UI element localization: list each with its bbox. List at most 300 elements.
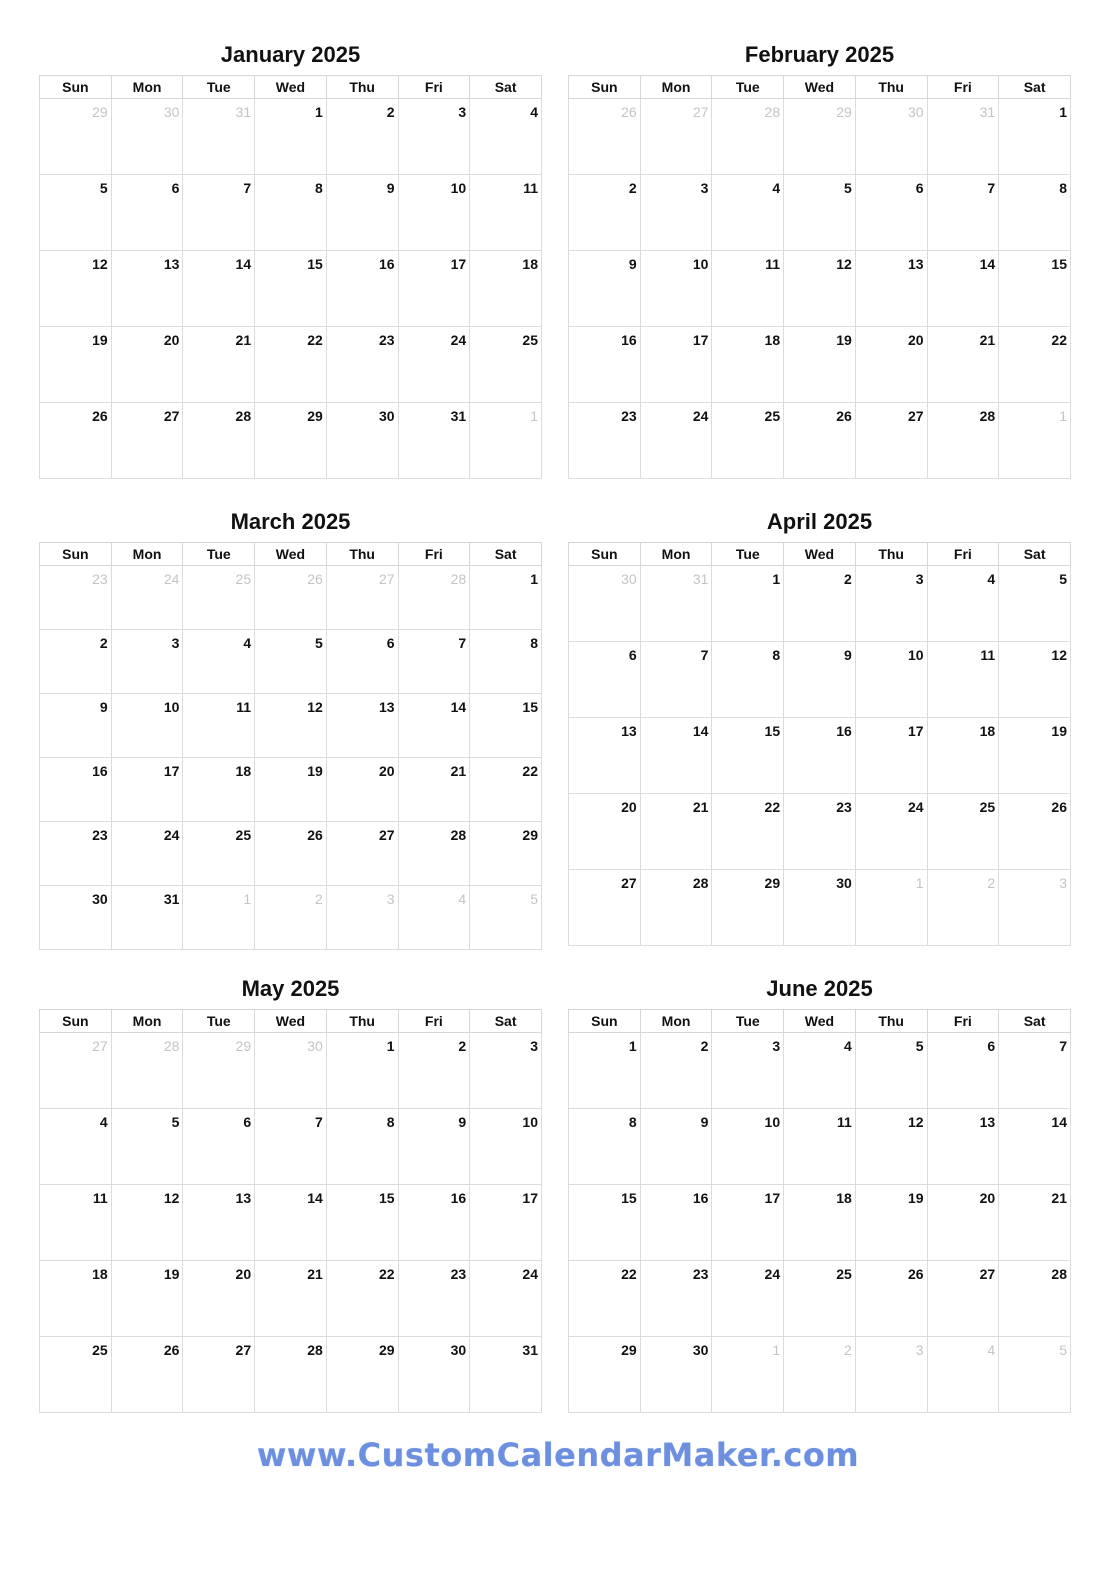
day-cell: 17: [640, 327, 712, 403]
weekday-header: Wed: [255, 76, 327, 99]
week-row: [569, 642, 1071, 718]
day-cell: 7: [927, 175, 999, 251]
day-cell: 15: [569, 1185, 641, 1261]
day-cell: 23: [640, 1261, 712, 1337]
month-title: January 2025: [220, 42, 361, 67]
day-cell: 14: [999, 1109, 1071, 1185]
weekday-header: Tue: [183, 1010, 255, 1033]
day-cell: 24: [855, 794, 927, 870]
day-cell: 23: [569, 403, 641, 479]
day-cell: 22: [255, 327, 327, 403]
weekday-header: Sat: [470, 76, 542, 99]
day-cell-outside-month: 3: [999, 870, 1071, 946]
day-cell: 11: [183, 694, 255, 758]
weekday-header: Mon: [640, 76, 712, 99]
weekday-header: Sun: [569, 1010, 641, 1033]
day-cell: 14: [255, 1185, 327, 1261]
month-table: [568, 542, 1071, 946]
day-cell: 3: [111, 630, 183, 694]
day-cell: 3: [398, 99, 470, 175]
day-cell-outside-month: 1: [712, 1337, 784, 1413]
weekday-header: Tue: [712, 76, 784, 99]
day-cell: 22: [999, 327, 1071, 403]
day-cell: 6: [183, 1109, 255, 1185]
day-cell: 16: [569, 327, 641, 403]
weekday-header: Thu: [326, 76, 398, 99]
day-cell-outside-month: 1: [183, 886, 255, 950]
day-cell-outside-month: 27: [640, 99, 712, 175]
weekday-header: Fri: [398, 1010, 470, 1033]
weekday-header: Thu: [855, 1010, 927, 1033]
day-cell: 6: [111, 175, 183, 251]
weekday-header: Sat: [999, 543, 1071, 566]
day-cell: 30: [640, 1337, 712, 1413]
day-cell: 2: [784, 566, 856, 642]
day-cell: 19: [855, 1185, 927, 1261]
month-calendar: [39, 502, 542, 950]
day-cell: 23: [398, 1261, 470, 1337]
day-cell: 4: [183, 630, 255, 694]
weekday-header: Sat: [470, 1010, 542, 1033]
day-cell: 12: [111, 1185, 183, 1261]
day-cell: 18: [183, 758, 255, 822]
day-cell: 10: [855, 642, 927, 718]
weekday-header-row: [569, 543, 1071, 566]
day-cell: 25: [712, 403, 784, 479]
day-cell: 14: [398, 694, 470, 758]
month-table: [39, 542, 542, 950]
day-cell: 27: [326, 822, 398, 886]
weekday-header-row: [40, 1010, 542, 1033]
day-cell: 16: [640, 1185, 712, 1261]
week-row: [40, 1033, 542, 1109]
day-cell: 10: [111, 694, 183, 758]
day-cell-outside-month: 29: [40, 99, 112, 175]
day-cell: 4: [784, 1033, 856, 1109]
weekday-header: Sun: [40, 1010, 112, 1033]
month-title: May 2025: [241, 976, 340, 1001]
day-cell: 11: [784, 1109, 856, 1185]
day-cell: 18: [712, 327, 784, 403]
day-cell: 16: [398, 1185, 470, 1261]
weekday-header: Mon: [640, 543, 712, 566]
weekday-header: Thu: [326, 1010, 398, 1033]
weekday-header: Sun: [40, 76, 112, 99]
day-cell: 10: [712, 1109, 784, 1185]
week-row: [569, 1337, 1071, 1413]
week-row: [569, 327, 1071, 403]
day-cell-outside-month: 4: [927, 1337, 999, 1413]
weekday-header: Tue: [183, 76, 255, 99]
day-cell: 10: [470, 1109, 542, 1185]
day-cell: 15: [470, 694, 542, 758]
day-cell: 1: [255, 99, 327, 175]
month-calendar: [568, 969, 1071, 1413]
day-cell-outside-month: 31: [183, 99, 255, 175]
day-cell: 7: [255, 1109, 327, 1185]
day-cell: 21: [640, 794, 712, 870]
day-cell: 26: [40, 403, 112, 479]
weekday-header: Wed: [784, 76, 856, 99]
day-cell: 25: [40, 1337, 112, 1413]
day-cell: 2: [40, 630, 112, 694]
day-cell-outside-month: 30: [111, 99, 183, 175]
day-cell: 13: [569, 718, 641, 794]
weekday-header-row: [569, 76, 1071, 99]
day-cell-outside-month: 30: [569, 566, 641, 642]
day-cell: 22: [326, 1261, 398, 1337]
day-cell: 19: [999, 718, 1071, 794]
day-cell: 14: [183, 251, 255, 327]
day-cell: 20: [326, 758, 398, 822]
weekday-header: Thu: [855, 76, 927, 99]
day-cell: 4: [712, 175, 784, 251]
day-cell: 21: [255, 1261, 327, 1337]
day-cell: 7: [640, 642, 712, 718]
day-cell: 4: [40, 1109, 112, 1185]
day-cell: 16: [326, 251, 398, 327]
day-cell: 12: [784, 251, 856, 327]
weekday-header: Wed: [784, 543, 856, 566]
day-cell: 29: [326, 1337, 398, 1413]
day-cell: 25: [183, 822, 255, 886]
day-cell-outside-month: 30: [255, 1033, 327, 1109]
month-title: February 2025: [744, 42, 895, 67]
day-cell-outside-month: 29: [183, 1033, 255, 1109]
day-cell: 29: [255, 403, 327, 479]
day-cell: 26: [784, 403, 856, 479]
day-cell: 16: [40, 758, 112, 822]
day-cell: 15: [712, 718, 784, 794]
day-cell-outside-month: 2: [255, 886, 327, 950]
day-cell: 19: [255, 758, 327, 822]
day-cell: 6: [927, 1033, 999, 1109]
weekday-header: Wed: [255, 543, 327, 566]
week-row: [569, 566, 1071, 642]
day-cell: 21: [183, 327, 255, 403]
day-cell: 31: [398, 403, 470, 479]
day-cell: 11: [712, 251, 784, 327]
week-row: [40, 403, 542, 479]
day-cell-outside-month: 27: [40, 1033, 112, 1109]
day-cell: 18: [470, 251, 542, 327]
week-row: [40, 1261, 542, 1337]
day-cell: 12: [40, 251, 112, 327]
day-cell: 1: [326, 1033, 398, 1109]
day-cell: 24: [640, 403, 712, 479]
day-cell: 9: [784, 642, 856, 718]
day-cell: 28: [999, 1261, 1071, 1337]
day-cell: 23: [784, 794, 856, 870]
day-cell: 6: [326, 630, 398, 694]
weekday-header: Sun: [569, 76, 641, 99]
day-cell-outside-month: 31: [640, 566, 712, 642]
day-cell: 5: [111, 1109, 183, 1185]
day-cell: 24: [712, 1261, 784, 1337]
day-cell: 9: [326, 175, 398, 251]
day-cell-outside-month: 29: [784, 99, 856, 175]
weekday-header: Mon: [111, 76, 183, 99]
week-row: [569, 403, 1071, 479]
month-title: April 2025: [766, 509, 873, 534]
week-row: [40, 630, 542, 694]
day-cell: 4: [927, 566, 999, 642]
day-cell: 27: [927, 1261, 999, 1337]
day-cell: 25: [784, 1261, 856, 1337]
day-cell: 13: [326, 694, 398, 758]
week-row: [569, 99, 1071, 175]
day-cell: 5: [784, 175, 856, 251]
day-cell: 14: [927, 251, 999, 327]
day-cell: 27: [183, 1337, 255, 1413]
day-cell-outside-month: 5: [470, 886, 542, 950]
day-cell: 18: [927, 718, 999, 794]
day-cell: 6: [855, 175, 927, 251]
day-cell: 3: [470, 1033, 542, 1109]
day-cell: 20: [569, 794, 641, 870]
day-cell: 2: [640, 1033, 712, 1109]
weekday-header: Fri: [927, 1010, 999, 1033]
day-cell: 15: [255, 251, 327, 327]
weekday-header: Fri: [398, 543, 470, 566]
day-cell: 27: [569, 870, 641, 946]
day-cell-outside-month: 5: [999, 1337, 1071, 1413]
week-row: [569, 1185, 1071, 1261]
week-row: [569, 794, 1071, 870]
day-cell: 2: [569, 175, 641, 251]
week-row: [569, 1033, 1071, 1109]
week-row: [569, 718, 1071, 794]
day-cell-outside-month: 28: [111, 1033, 183, 1109]
day-cell: 13: [183, 1185, 255, 1261]
day-cell-outside-month: 25: [183, 566, 255, 630]
weekday-header: Wed: [255, 1010, 327, 1033]
day-cell-outside-month: 28: [712, 99, 784, 175]
month-calendar: [39, 969, 542, 1413]
weekday-header: Mon: [640, 1010, 712, 1033]
day-cell: 29: [712, 870, 784, 946]
weekday-header: Fri: [398, 76, 470, 99]
month-calendar: [568, 502, 1071, 946]
day-cell: 11: [40, 1185, 112, 1261]
day-cell-outside-month: 26: [255, 566, 327, 630]
site-watermark: www.CustomCalendarMaker.com: [256, 1436, 860, 1474]
week-row: [40, 694, 542, 758]
day-cell: 22: [470, 758, 542, 822]
month-calendar: [568, 35, 1071, 479]
day-cell: 31: [470, 1337, 542, 1413]
day-cell: 26: [255, 822, 327, 886]
day-cell: 12: [999, 642, 1071, 718]
weekday-header: Mon: [111, 543, 183, 566]
day-cell: 8: [999, 175, 1071, 251]
month-calendar: [39, 35, 542, 479]
day-cell: 17: [855, 718, 927, 794]
day-cell: 15: [326, 1185, 398, 1261]
day-cell: 8: [326, 1109, 398, 1185]
day-cell: 22: [569, 1261, 641, 1337]
day-cell: 7: [999, 1033, 1071, 1109]
day-cell: 26: [111, 1337, 183, 1413]
day-cell-outside-month: 1: [999, 403, 1071, 479]
day-cell: 9: [640, 1109, 712, 1185]
day-cell-outside-month: 23: [40, 566, 112, 630]
day-cell: 28: [183, 403, 255, 479]
day-cell: 9: [398, 1109, 470, 1185]
week-row: [40, 99, 542, 175]
day-cell: 30: [40, 886, 112, 950]
day-cell: 17: [111, 758, 183, 822]
day-cell: 14: [640, 718, 712, 794]
day-cell: 24: [398, 327, 470, 403]
weekday-header: Sun: [40, 543, 112, 566]
week-row: [40, 251, 542, 327]
day-cell: 3: [640, 175, 712, 251]
day-cell: 23: [326, 327, 398, 403]
day-cell: 25: [927, 794, 999, 870]
day-cell: 20: [927, 1185, 999, 1261]
day-cell: 8: [255, 175, 327, 251]
weekday-header-row: [569, 1010, 1071, 1033]
day-cell: 8: [569, 1109, 641, 1185]
day-cell: 17: [470, 1185, 542, 1261]
week-row: [40, 1337, 542, 1413]
week-row: [40, 758, 542, 822]
day-cell: 5: [999, 566, 1071, 642]
day-cell: 15: [999, 251, 1071, 327]
weekday-header: Tue: [712, 1010, 784, 1033]
week-row: [40, 886, 542, 950]
day-cell: 29: [470, 822, 542, 886]
day-cell-outside-month: 31: [927, 99, 999, 175]
day-cell: 1: [999, 99, 1071, 175]
day-cell: 28: [398, 822, 470, 886]
day-cell: 19: [784, 327, 856, 403]
day-cell: 19: [40, 327, 112, 403]
day-cell: 12: [255, 694, 327, 758]
day-cell: 28: [255, 1337, 327, 1413]
day-cell: 1: [712, 566, 784, 642]
day-cell: 11: [470, 175, 542, 251]
week-row: [40, 1109, 542, 1185]
day-cell: 28: [927, 403, 999, 479]
day-cell: 19: [111, 1261, 183, 1337]
day-cell-outside-month: 26: [569, 99, 641, 175]
day-cell: 16: [784, 718, 856, 794]
day-cell: 27: [855, 403, 927, 479]
day-cell: 21: [927, 327, 999, 403]
week-row: [569, 870, 1071, 946]
day-cell: 18: [40, 1261, 112, 1337]
day-cell: 20: [855, 327, 927, 403]
day-cell: 10: [640, 251, 712, 327]
day-cell: 3: [855, 566, 927, 642]
day-cell-outside-month: 4: [398, 886, 470, 950]
week-row: [40, 1185, 542, 1261]
day-cell: 30: [326, 403, 398, 479]
day-cell: 7: [398, 630, 470, 694]
day-cell: 10: [398, 175, 470, 251]
day-cell: 9: [40, 694, 112, 758]
weekday-header: Sun: [569, 543, 641, 566]
day-cell: 24: [470, 1261, 542, 1337]
day-cell: 1: [470, 566, 542, 630]
day-cell: 6: [569, 642, 641, 718]
day-cell: 5: [40, 175, 112, 251]
day-cell-outside-month: 2: [784, 1337, 856, 1413]
week-row: [40, 566, 542, 630]
day-cell-outside-month: 24: [111, 566, 183, 630]
day-cell: 22: [712, 794, 784, 870]
day-cell: 26: [855, 1261, 927, 1337]
day-cell: 11: [927, 642, 999, 718]
day-cell-outside-month: 3: [855, 1337, 927, 1413]
weekday-header-row: [40, 76, 542, 99]
weekday-header: Sat: [999, 1010, 1071, 1033]
month-table: [568, 1009, 1071, 1413]
weekday-header: Thu: [326, 543, 398, 566]
week-row: [569, 175, 1071, 251]
day-cell: 21: [999, 1185, 1071, 1261]
day-cell: 9: [569, 251, 641, 327]
month-table: [39, 1009, 542, 1413]
week-row: [40, 175, 542, 251]
day-cell: 12: [855, 1109, 927, 1185]
week-row: [40, 327, 542, 403]
week-row: [569, 1109, 1071, 1185]
day-cell: 2: [398, 1033, 470, 1109]
day-cell: 5: [855, 1033, 927, 1109]
weekday-header: Tue: [712, 543, 784, 566]
weekday-header: Thu: [855, 543, 927, 566]
weekday-header: Mon: [111, 1010, 183, 1033]
day-cell: 2: [326, 99, 398, 175]
day-cell: 21: [398, 758, 470, 822]
day-cell: 13: [111, 251, 183, 327]
day-cell-outside-month: 1: [855, 870, 927, 946]
day-cell: 20: [183, 1261, 255, 1337]
day-cell: 7: [183, 175, 255, 251]
month-title: June 2025: [766, 976, 873, 1001]
day-cell: 29: [569, 1337, 641, 1413]
day-cell-outside-month: 2: [927, 870, 999, 946]
day-cell: 25: [470, 327, 542, 403]
weekday-header: Sat: [470, 543, 542, 566]
weekday-header: Fri: [927, 543, 999, 566]
day-cell-outside-month: 1: [470, 403, 542, 479]
weekday-header-row: [40, 543, 542, 566]
day-cell: 4: [470, 99, 542, 175]
day-cell: 17: [712, 1185, 784, 1261]
day-cell: 30: [784, 870, 856, 946]
day-cell: 20: [111, 327, 183, 403]
month-table: [39, 75, 542, 479]
weekday-header: Wed: [784, 1010, 856, 1033]
day-cell: 8: [712, 642, 784, 718]
day-cell-outside-month: 3: [326, 886, 398, 950]
day-cell: 13: [927, 1109, 999, 1185]
day-cell: 5: [255, 630, 327, 694]
week-row: [40, 822, 542, 886]
month-table: [568, 75, 1071, 479]
day-cell: 31: [111, 886, 183, 950]
weekday-header: Fri: [927, 76, 999, 99]
week-row: [569, 251, 1071, 327]
day-cell: 28: [640, 870, 712, 946]
day-cell: 24: [111, 822, 183, 886]
day-cell-outside-month: 30: [855, 99, 927, 175]
weekday-header: Sat: [999, 76, 1071, 99]
